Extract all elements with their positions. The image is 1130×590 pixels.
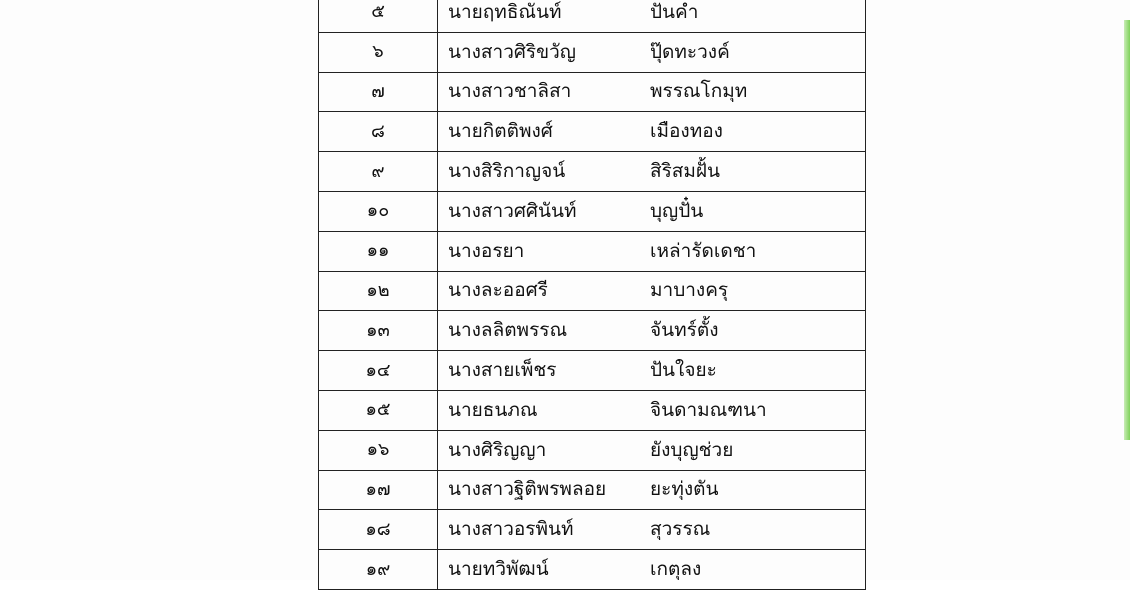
full-name-cell [438, 510, 866, 550]
table-row [319, 430, 866, 470]
row-number: ๑๖ [319, 430, 438, 470]
row-number: ๑๕ [319, 390, 438, 430]
row-number: ๑๐ [319, 191, 438, 231]
first-name: นางสายเพ็ชร [448, 359, 557, 382]
first-name: นางสาวศิริขวัญ [448, 40, 576, 63]
full-name-cell [438, 231, 866, 271]
last-name: สิริสมฝั้น [650, 160, 721, 183]
last-name: สุวรรณ [650, 518, 711, 541]
full-name-cell [438, 390, 866, 430]
last-name: บุญปั๋น [650, 199, 704, 222]
last-name: มาบางครุ [650, 279, 729, 302]
last-name: ยะทุ่งตัน [650, 478, 719, 501]
row-number: ๑๑ [319, 231, 438, 271]
table-row [319, 72, 866, 112]
first-name: นายฤทธิณันท์ [448, 0, 562, 23]
full-name-cell [438, 550, 866, 590]
table-row [319, 470, 866, 510]
first-name: นางอรยา [448, 239, 525, 262]
table-row [319, 271, 866, 311]
row-number: ๑๙ [319, 550, 438, 590]
last-name: จันทร์ตั้ง [650, 319, 719, 342]
full-name-cell [438, 271, 866, 311]
full-name-cell [438, 72, 866, 112]
table-row [319, 0, 866, 32]
full-name-cell [438, 0, 866, 32]
last-name: เกตุลง [650, 558, 702, 581]
table-row [319, 112, 866, 152]
first-name: นางสาวฐิติพรพลอย [448, 478, 607, 501]
first-name: นางสาวอรพินท์ [448, 518, 574, 541]
first-name: นางละออศรี [448, 279, 548, 302]
first-name: นางสิริกาญจน์ [448, 160, 566, 183]
last-name: จินดามณฑนา [650, 398, 767, 421]
full-name-cell [438, 32, 866, 72]
row-number: ๑๒ [319, 271, 438, 311]
first-name: นายกิตติพงศ์ [448, 120, 553, 143]
table-row [319, 510, 866, 550]
full-name-cell [438, 191, 866, 231]
row-number: ๘ [319, 112, 438, 152]
full-name-cell [438, 430, 866, 470]
table-row [319, 191, 866, 231]
row-number: ๑๘ [319, 510, 438, 550]
name-list-body [319, 0, 866, 589]
last-name: ปันคำ [650, 0, 699, 23]
page-edge-highlight [1124, 20, 1130, 440]
table-row [319, 152, 866, 192]
last-name: เหล่ารัดเดชา [650, 239, 757, 262]
name-list-table [318, 0, 866, 590]
first-name: นางสาวชาลิสา [448, 80, 572, 103]
full-name-cell [438, 351, 866, 391]
row-number: ๑๓ [319, 311, 438, 351]
first-name: นายทวิพัฒน์ [448, 558, 549, 581]
row-number: ๖ [319, 32, 438, 72]
table-row [319, 390, 866, 430]
full-name-cell [438, 311, 866, 351]
table-row [319, 231, 866, 271]
last-name: ยังบุญช่วย [650, 438, 734, 461]
first-name: นางศิริญญา [448, 438, 547, 461]
table-row [319, 351, 866, 391]
first-name: นางสาวศศินันท์ [448, 199, 577, 222]
full-name-cell [438, 112, 866, 152]
last-name: เมืองทอง [650, 120, 723, 143]
last-name: พรรณโกมุท [650, 80, 748, 103]
full-name-cell [438, 152, 866, 192]
first-name: นายธนภณ [448, 398, 538, 421]
name-list-table-wrapper [318, 0, 866, 590]
last-name: ปุ๊ดทะวงค์ [650, 40, 730, 63]
table-row [319, 311, 866, 351]
full-name-cell [438, 470, 866, 510]
row-number: ๙ [319, 152, 438, 192]
table-row [319, 550, 866, 590]
last-name: ปันใจยะ [650, 359, 717, 382]
row-number: ๕ [319, 0, 438, 32]
row-number: ๗ [319, 72, 438, 112]
first-name: นางลลิตพรรณ [448, 319, 568, 342]
row-number: ๑๗ [319, 470, 438, 510]
table-row [319, 32, 866, 72]
row-number: ๑๔ [319, 351, 438, 391]
